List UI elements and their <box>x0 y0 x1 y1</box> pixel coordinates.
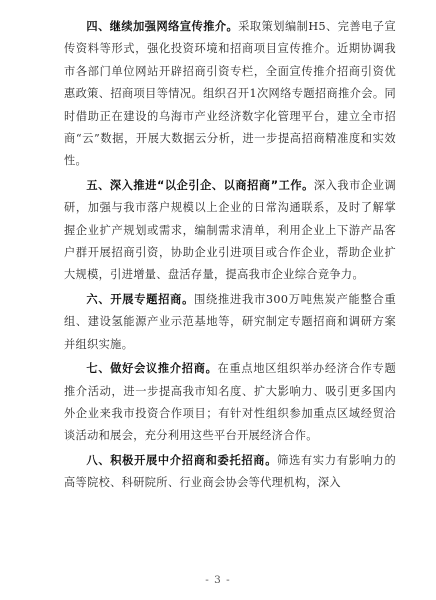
paragraph-enterprise-attraction <box>64 175 396 287</box>
section-heading: 五、深入推进“以企引企、以商招商”工作。 <box>86 178 314 192</box>
section-heading: 七、做好会议推介招商。 <box>86 362 218 376</box>
paragraph-body: 深入我市企业调研，加强与我市落户规模以上企业的日常沟通联系，及时了解掌握企业扩产规划或需求，编制需求清单，利用企业上下游产品客户群开展招商引资，协助企业引进项目或合作企业，帮助企业扩大规模，引进增量、盘活存量，提高我市企业综合竞争力。 <box>64 178 396 282</box>
page-number: - 3 - <box>205 574 231 586</box>
paragraph-body: 筛选有实力有影响力的高等院校、科研院所、行业商会协会等代理机构，深入 <box>64 453 396 490</box>
paragraph-body: 采取策划编制H5、完善电子宣传资料等形式，强化投资环境和招商项目宣传推介。近期协调我市各部门单位网站开辟招商引资专栏，全面宣传推介招商引资优惠政策、招商项目等情况。组织召开1次网络专题招商推介会。同时借助正在建设的乌海市产业经济数字化管理平台，建立全市招商“云”数据，开展大数据云分析，进一步提高招商精准度和实效性。 <box>64 20 396 168</box>
paragraph-special-topic-attraction <box>64 289 396 356</box>
section-heading: 六、开展专题招商。 <box>86 292 195 306</box>
paragraph-body: 围绕推进我市300万吨焦炭产能整合重组、建设氢能源产业示范基地等，研究制定专题招商和调研方案并组织实施。 <box>64 292 396 351</box>
paragraph-agency-attraction <box>64 450 396 495</box>
paragraph-network-promotion <box>64 16 396 173</box>
paragraph-body: 在重点地区组织举办经济合作专题推介活动，进一步提高我市知名度、扩大影响力、吸引更多国内外企业来我市投资合作项目；有针对性组织参加重点区域经贸洽谈活动和展会，充分利用这些平台开展经济合作。 <box>64 362 396 443</box>
section-heading: 八、积极开展中介招商和委托招商。 <box>86 453 278 467</box>
paragraph-conference-promotion <box>64 358 396 448</box>
section-heading: 四、继续加强网络宣传推介。 <box>86 20 239 33</box>
